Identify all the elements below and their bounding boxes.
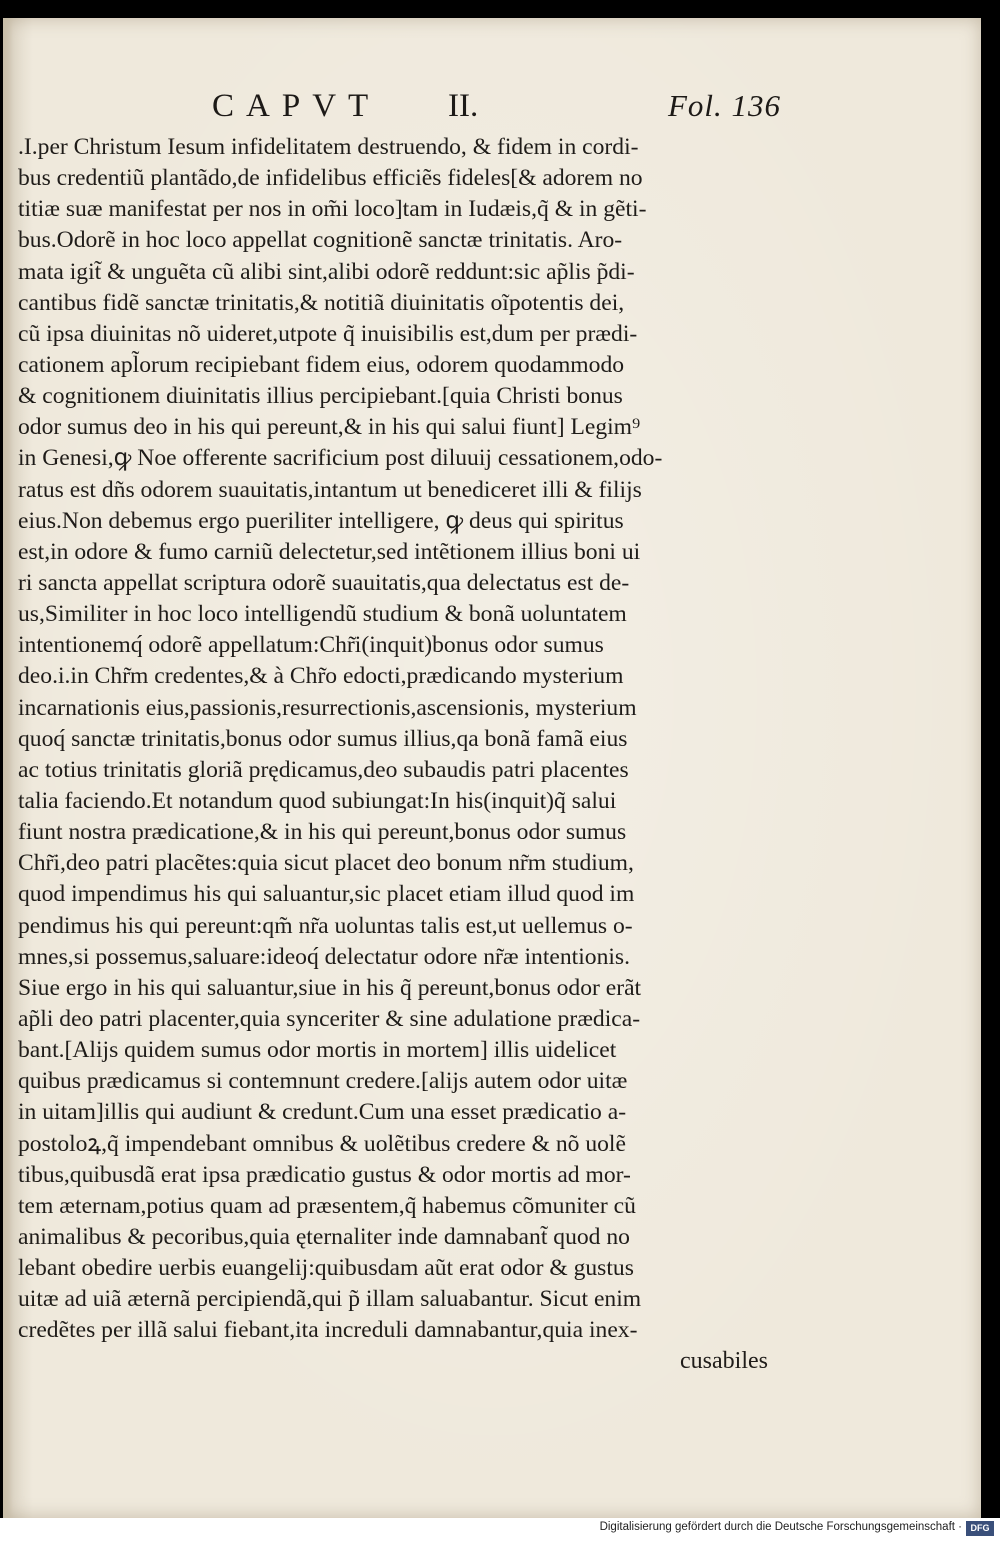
- text-line: incarnationis eius,passionis,resurrectionis,ascensionis, mysterium: [18, 694, 637, 721]
- text-line: uitæ ad uiã æternã percipiendã,qui p̃ illam saluabantur. Sicut enim: [18, 1286, 642, 1313]
- digitization-footer: [0, 1518, 1000, 1541]
- text-line: est,in odore & fumo carniũ delectetur,sed intẽtionem illius boni ui: [18, 538, 641, 565]
- text-line: tibus,quibusdã erat ipsa prædicatio gustus & odor mortis ad mor-: [18, 1161, 631, 1188]
- text-line: quod impendimus his qui saluantur,sic placet etiam illud quod im: [18, 881, 635, 908]
- body-text: [18, 132, 788, 1346]
- page-gutter-shadow: [3, 18, 13, 1518]
- text-line: in uitam]illis qui audiunt & credunt.Cum una esset prædicatio a-: [18, 1099, 627, 1126]
- text-line: pendimus his qui pereunt:qm̃ nr̃a uoluntas talis est,ut uellemus o-: [18, 912, 633, 939]
- text-line: mata igit̃ & unguẽta cũ alibi sint,alibi odorẽ reddunt:sic ap̃lis p̃di-: [18, 258, 635, 285]
- text-line: deo.i.in Chr̃m credentes,& à Chr̃o edocti,prædicando mysterium: [18, 663, 624, 690]
- text-line: cũ ipsa diuinitas nõ uideret,utpote q̃ inuisibilis est,dum per prædi-: [18, 320, 638, 347]
- text-line: quoq́ sanctæ trinitatis,bonus odor sumus illius,qa bonã famã eius: [18, 725, 628, 752]
- running-head-chapter: II.: [448, 88, 479, 124]
- text-line: fiunt nostra prædicatione,& in his qui pereunt,bonus odor sumus: [18, 819, 627, 846]
- text-line: ri sancta appellat scriptura odorẽ suauitatis,qua delectatus est de-: [18, 569, 630, 596]
- text-line: Siue ergo in his qui saluantur,siue in his q̃ pereunt,bonus odor erãt: [18, 974, 642, 1001]
- text-line: eius.Non debemus ergo pueriliter intelligere, ꝙ deus qui spiritus: [18, 507, 624, 534]
- text-line: us,Similiter in hoc loco intelligendũ studium & bonã uoluntatem: [18, 601, 627, 628]
- text-line: postoloꝝ,q̃ impendebant omnibus & uolẽtibus credere & nõ uolẽ: [18, 1130, 626, 1157]
- text-line: tem æternam,potius quam ad præsentem,q̃ habemus cõmuniter cũ: [18, 1192, 636, 1219]
- catchword: cusabiles: [680, 1348, 768, 1374]
- text-line: cationem apl̃orum recipiebant fidem eius, odorem quodammodo: [18, 351, 625, 378]
- text-line: cantibus fidẽ sanctæ trinitatis,& notitiã diuinitatis oĩpotentis dei,: [18, 289, 625, 316]
- text-line: ap̃li deo patri placenter,quia synceriter & sine adulatione prædica-: [18, 1005, 641, 1032]
- text-line: in Genesi,ꝙ Noe offerente sacrificium post diluuij cessationem,odo-: [18, 445, 663, 472]
- funding-credit: Digitalisierung gefördert durch die Deutsche Forschungsgemeinschaft ·: [599, 1521, 962, 1533]
- running-head: [0, 88, 1000, 132]
- text-line: intentionemq́ odorẽ appellatum:Chr̃i(inquit)bonus odor sumus: [18, 632, 604, 659]
- text-line: animalibus & pecoribus,quia ęternaliter inde damnabant̃ quod no: [18, 1223, 630, 1250]
- running-head-title: CAPVT: [212, 88, 381, 124]
- text-line: odor sumus deo in his qui pereunt,& in his qui salui fiunt] Legim⁹: [18, 414, 641, 441]
- text-line: bus.Odorẽ in hoc loco appellat cognitionẽ sanctæ trinitatis. Aro-: [18, 227, 623, 254]
- text-line: lebant obedire uerbis euangelij:quibusdam aũt erat odor & gustus: [18, 1255, 634, 1282]
- text-line: ratus est dñs odorem suauitatis,intantum ut benediceret illi & filijs: [18, 476, 642, 503]
- text-line: .I.per Christum Iesum infidelitatem destruendo, & fidem in cordi-: [18, 134, 639, 160]
- text-line: credẽtes per illã salui fiebant,ita increduli damnabantur,quia inex-: [18, 1317, 638, 1344]
- text-line: bus credentiũ plantãdo,de infidelibus efficiẽs fideles[& adorem no: [18, 165, 643, 192]
- text-line: Chr̃i,deo patri placẽtes:quia sicut placet deo bonum nr̃m studium,: [18, 850, 634, 877]
- text-line: ac totius trinitatis gloriã prędicamus,deo subaudis patri placentes: [18, 756, 629, 783]
- folio-number: Fol. 136: [668, 88, 782, 123]
- dfg-logo: DFG: [966, 1521, 994, 1536]
- text-line: mnes,si possemus,saluare:ideoq́ delectatur odore nr̃æ intentionis.: [18, 943, 630, 970]
- text-line: bant.[Alijs quidem sumus odor mortis in mortem] illis uidelicet: [18, 1037, 617, 1064]
- text-line: & cognitionem diuinitatis illius percipiebant.[quia Christi bonus: [18, 383, 623, 410]
- text-line: titiæ suæ manifestat per nos in om̃i loco]tam in Iudæis,q̃ & in gẽti-: [18, 196, 647, 223]
- text-line: talia faciendo.Et notandum quod subiungat:In his(inquit)q̃ salui: [18, 787, 617, 814]
- text-line: quibus prædicamus si contemnunt credere.[alijs autem odor uitæ: [18, 1068, 628, 1095]
